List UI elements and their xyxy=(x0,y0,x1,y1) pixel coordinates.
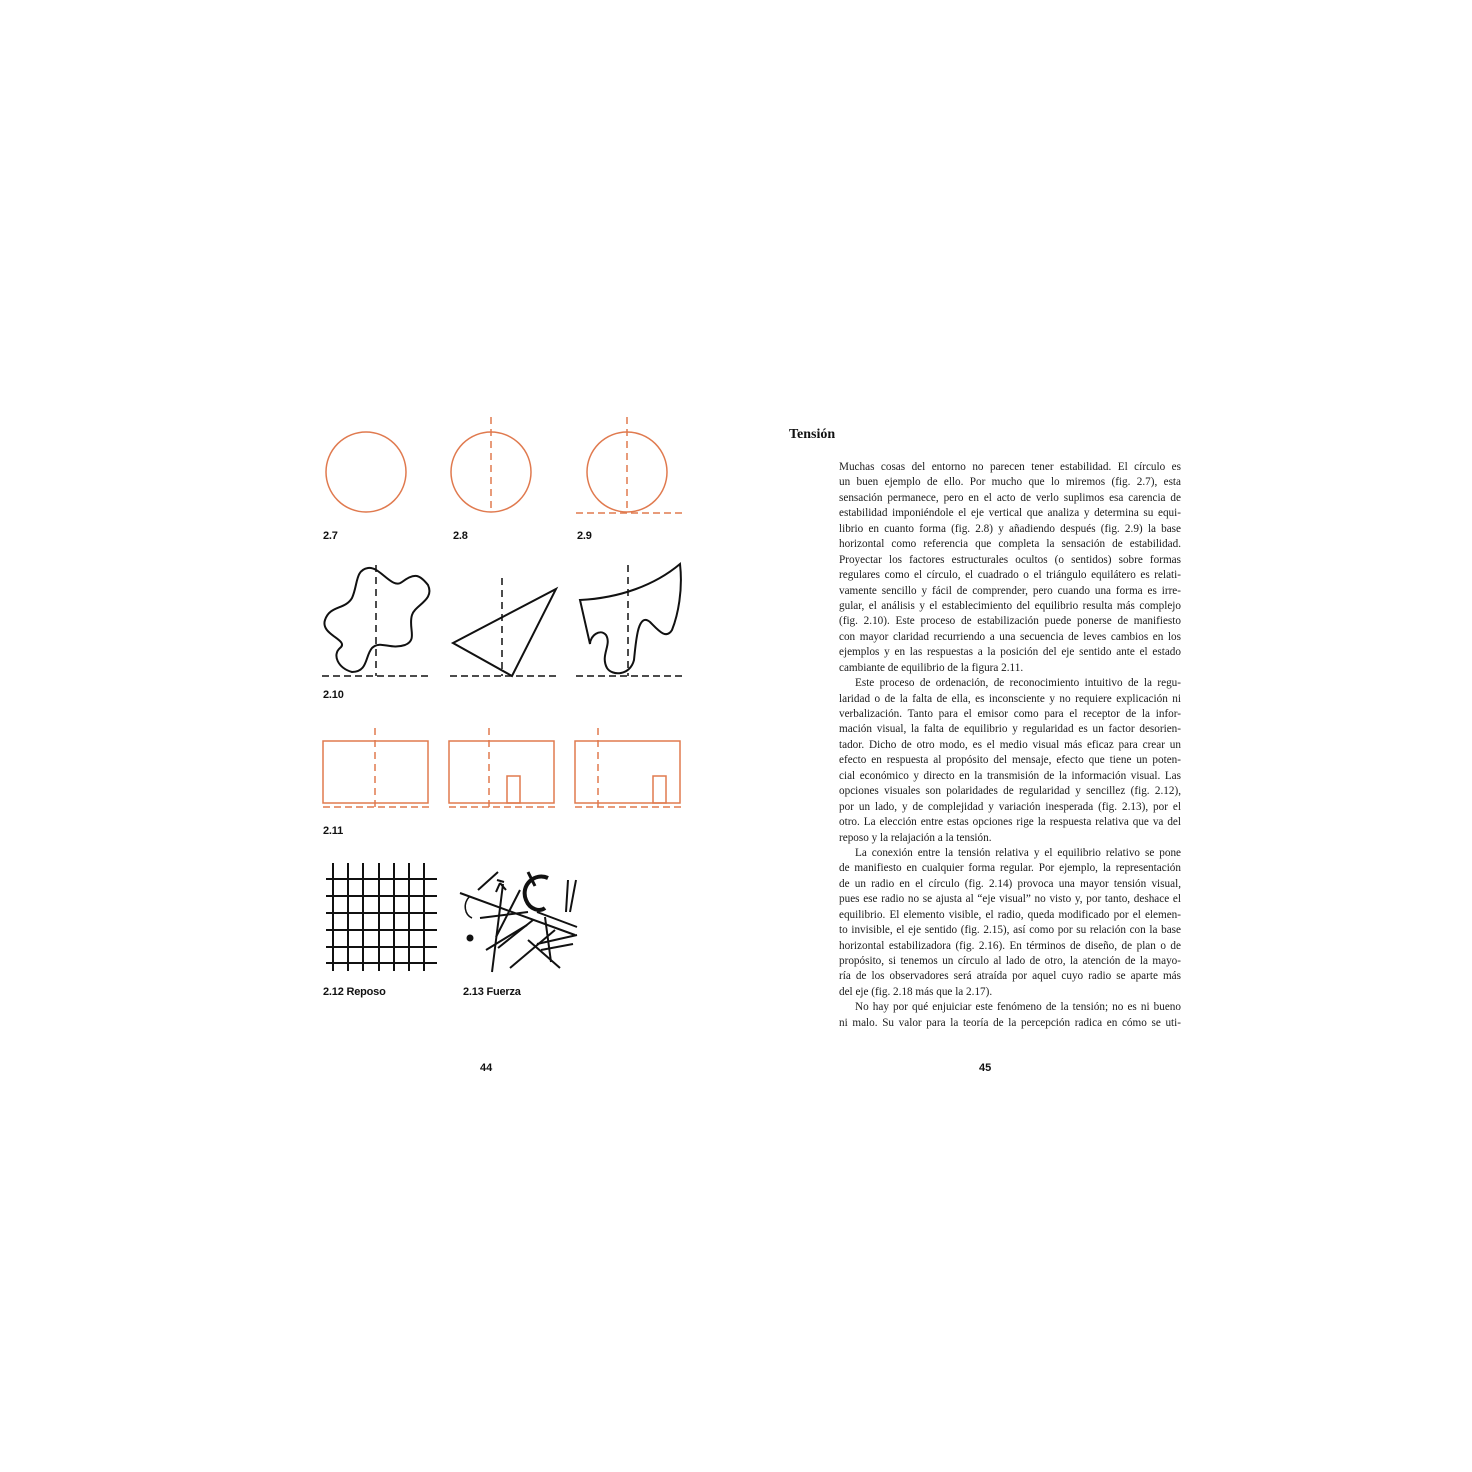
figure-2-8 xyxy=(451,417,531,513)
text-line: estabilidad imponiéndole el eje vertical que analiza y determina su equi- xyxy=(839,507,1181,520)
caption-2-11: 2.11 xyxy=(323,825,344,837)
figure-2-11-b xyxy=(449,728,556,807)
text-line: laridad o de la falta de ella, es inconsciente y no requiere explicación ni xyxy=(839,692,1181,705)
text-line: horizontal como referencia que completa la sensación de estabilidad. xyxy=(839,538,1181,551)
text-line: reposo y la relajación a la tensión. xyxy=(839,831,992,844)
small-rectangle xyxy=(507,776,520,803)
text-line: Muchas cosas del entorno no parecen tener estabilidad. El círculo es xyxy=(839,461,1181,473)
figure-2-10-triangle xyxy=(450,578,556,676)
text-line: horizontal estabilizadora (fig. 2.16). En términos de diseño, de plan o de xyxy=(839,939,1181,952)
text-line: efecto en respuesta al propósito del mensaje, efecto que tiene un poten- xyxy=(839,754,1181,767)
text-line: Proyectar los factores estructurales ocultos (o sentidos) sobre formas xyxy=(839,553,1181,566)
text-line: ejemplos y en las respuestas a la posición del eje sentido ante el estado xyxy=(839,646,1181,659)
text-line: equilibrio. El elemento visible, el radio, queda modificado por el elemen- xyxy=(839,908,1181,921)
text-line: propósito, si tenemos un círculo al lado de otro, la atención de la mayo- xyxy=(839,955,1181,967)
text-line: ría de los observadores será atraída por aquel cuyo radio se aparte más xyxy=(839,970,1181,983)
text-line: pues ese radio no se ajusta al “eje visual” no visto y, por tanto, deshace el xyxy=(839,893,1181,906)
caption-2-13: 2.13 Fuerza xyxy=(463,986,521,998)
triangle-shape xyxy=(453,589,556,676)
rectangle-shape xyxy=(449,741,554,803)
figure-2-11-c xyxy=(575,728,682,807)
text-line: mación visual, la falta de equilibrio y regularidad es un factor desorien- xyxy=(839,723,1181,736)
text-line: de un radio en el círculo (fig. 2.14) provoca una mayor tensión visual, xyxy=(839,877,1181,890)
figure-2-9 xyxy=(576,417,682,513)
figure-2-13-chaos xyxy=(460,872,577,972)
text-line: cambiante de equilibrio de la figura 2.11. xyxy=(839,661,1024,674)
small-rectangle xyxy=(653,776,666,803)
blob-shape xyxy=(324,568,429,672)
text-line: (fig. 2.10). Este proceso de estabilización puede ponerse de manifiesto xyxy=(839,615,1181,628)
section-heading: Tensión xyxy=(789,427,836,442)
figure-2-12-grid xyxy=(326,863,437,971)
text-line: No hay por qué enjuiciar este fenómeno de la tensión; no es ni bueno xyxy=(855,1001,1181,1014)
text-line: Este proceso de ordenación, de reconocimiento intuitivo de la regu- xyxy=(855,677,1181,690)
text-line: sensación permanece, pero en el acto de verlo suplimos esa carencia de xyxy=(839,491,1181,504)
anvil-shape xyxy=(580,564,681,673)
caption-2-7: 2.7 xyxy=(323,530,338,542)
text-line: La conexión entre la tensión relativa y el equilibrio relativo se pone xyxy=(855,846,1181,859)
text-line: vamente sencillo y fácil de comprender, pero cuando una forma es irre- xyxy=(839,584,1181,597)
figure-2-10 xyxy=(322,565,432,676)
caption-2-12: 2.12 Reposo xyxy=(323,986,386,998)
text-line: con mayor claridad recurriendo a una secuencia de leves cambios en los xyxy=(839,630,1181,643)
text-line: gular, el análisis y el establecimiento del equilibrio resulta más complejo xyxy=(839,599,1181,612)
text-line: ni malo. Su valor para la teoría de la percepción radica en cómo se uti- xyxy=(839,1016,1181,1029)
caption-2-10: 2.10 xyxy=(323,689,344,701)
text-line: to invisible, el eje sentido (fig. 2.15), así como por su relación con la base xyxy=(839,924,1181,937)
text-line: opciones visuales son polaridades de regularidad y sencillez (fig. 2.12), xyxy=(839,785,1181,798)
figure-2-10-anvil xyxy=(576,564,684,676)
text-line: cial económico y directo en la transmisión de la información visual. Las xyxy=(839,769,1181,782)
dot-shape xyxy=(467,935,474,942)
page-number-right: 45 xyxy=(979,1062,992,1074)
text-line: por un lado, y de complejidad y variación inesperada (fig. 2.13), por el xyxy=(839,800,1181,813)
page-number-left: 44 xyxy=(480,1062,493,1074)
text-line: otro. La elección entre estas opciones rige la respuesta relativa que va del xyxy=(839,816,1181,829)
figure-2-11-a xyxy=(323,728,430,807)
text-line: tador. Dicho de otro modo, es el medio visual más eficaz para crear un xyxy=(839,738,1181,751)
figure-2-7 xyxy=(326,432,406,512)
body-text xyxy=(839,460,1181,1031)
text-line: regulares como el círculo, el cuadrado o el triángulo equilátero es relati- xyxy=(839,569,1181,582)
text-line: verbalización. Tanto para el emisor como para el receptor de la infor- xyxy=(839,708,1181,720)
text-line: un buen ejemplo de ello. Por mucho que lo miremos (fig. 2.7), esta xyxy=(839,476,1181,489)
text-line: librio en cuanto forma (fig. 2.8) y añadiendo después (fig. 2.9) la base xyxy=(839,522,1181,535)
caption-2-8: 2.8 xyxy=(453,530,468,542)
text-line: de manifiesto en cualquier forma regular. Por ejemplo, la representación xyxy=(839,862,1181,875)
circle-shape xyxy=(326,432,406,512)
caption-2-9: 2.9 xyxy=(577,530,592,542)
rectangle-shape xyxy=(575,741,680,803)
arc-shape xyxy=(525,877,548,910)
text-line: del eje (fig. 2.18 más que la 2.17). xyxy=(839,985,993,998)
